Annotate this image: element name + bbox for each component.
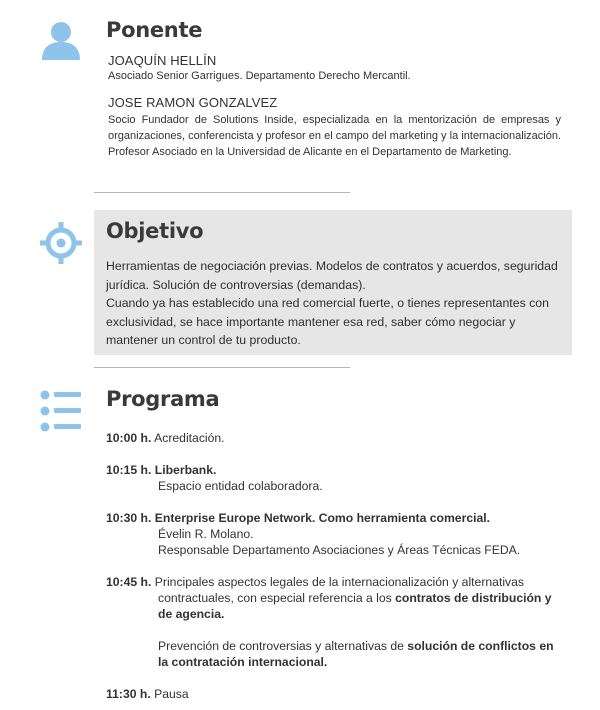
objective-text xyxy=(106,257,558,350)
program-time: 11:30 h. xyxy=(106,687,151,701)
program-detail: Responsable Departamento Asociaciones y Áreas Técnicas FEDA. xyxy=(158,543,521,557)
program-detail-bold: la contratación internacional. xyxy=(158,655,328,669)
objective-paragraph-1: Herramientas de negociación previas. Modelos de contratos y acuerdos, seguridad jurídica. Solución de controversias (demandas). xyxy=(106,259,558,292)
program-title: Enterprise Europe Network. Como herramienta comercial. xyxy=(154,511,491,525)
program-detail: Évelin R. Molano. xyxy=(158,527,254,541)
program-time: 10:30 h. xyxy=(106,511,152,525)
program-detail-bold: solución de conflictos en xyxy=(407,639,554,653)
speaker-2-name: JOSE RAMON GONZALVEZ xyxy=(108,95,278,110)
list-icon xyxy=(40,390,82,432)
speaker-1-description: Asociado Senior Garrigues. Departamento Derecho Mercantil. xyxy=(108,70,411,82)
program-detail: Espacio entidad colaboradora. xyxy=(158,479,323,493)
ponente-heading: Ponente xyxy=(106,18,203,42)
program-detail-text: contractuales, con especial referencia a los xyxy=(158,591,396,605)
section-divider xyxy=(94,192,350,193)
program-detail-text: Prevención de controversias y alternativas de xyxy=(158,639,408,653)
program-item xyxy=(106,510,490,526)
program-time: 10:15 h. xyxy=(106,463,152,477)
program-item xyxy=(106,574,524,590)
user-icon xyxy=(40,20,82,60)
program-title: Pausa xyxy=(154,687,189,701)
program-detail xyxy=(158,590,552,606)
program-item xyxy=(106,430,225,446)
program-item xyxy=(106,686,189,702)
program-time: 10:45 h. xyxy=(106,575,152,589)
target-icon xyxy=(40,222,82,264)
program-detail xyxy=(158,638,554,654)
program-title: Liberbank. xyxy=(154,463,217,477)
program-item xyxy=(106,462,216,478)
program-detail-bold: contratos de distribución y xyxy=(395,591,552,605)
program-title: Principales aspectos legales de la internacionalización y alternativas xyxy=(154,575,525,589)
speaker-2-description: Socio Fundador de Solutions Inside, especializada en la mentorización de empresas y organizaciones, conferencista y profesor en el campo del marketing y la internacionalización. Profesor Asociado en la Universidad de Alicante en el Departamento de Marketing. xyxy=(108,114,561,158)
programa-heading: Programa xyxy=(106,387,220,411)
section-divider xyxy=(94,367,350,368)
program-detail-bold: de agencia. xyxy=(158,607,225,621)
speaker-1-name: JOAQUÍN HELLÍN xyxy=(108,53,217,68)
program-title: Acreditación. xyxy=(154,431,225,445)
objective-paragraph-2: Cuando ya has establecido una red comercial fuerte, o tienes representantes con exclusividad, se hace importante mantener esa red, saber cómo negociar y mantener un control de tu producto. xyxy=(106,296,549,347)
program-time: 10:00 h. xyxy=(106,431,152,445)
objetivo-heading: Objetivo xyxy=(106,219,204,243)
